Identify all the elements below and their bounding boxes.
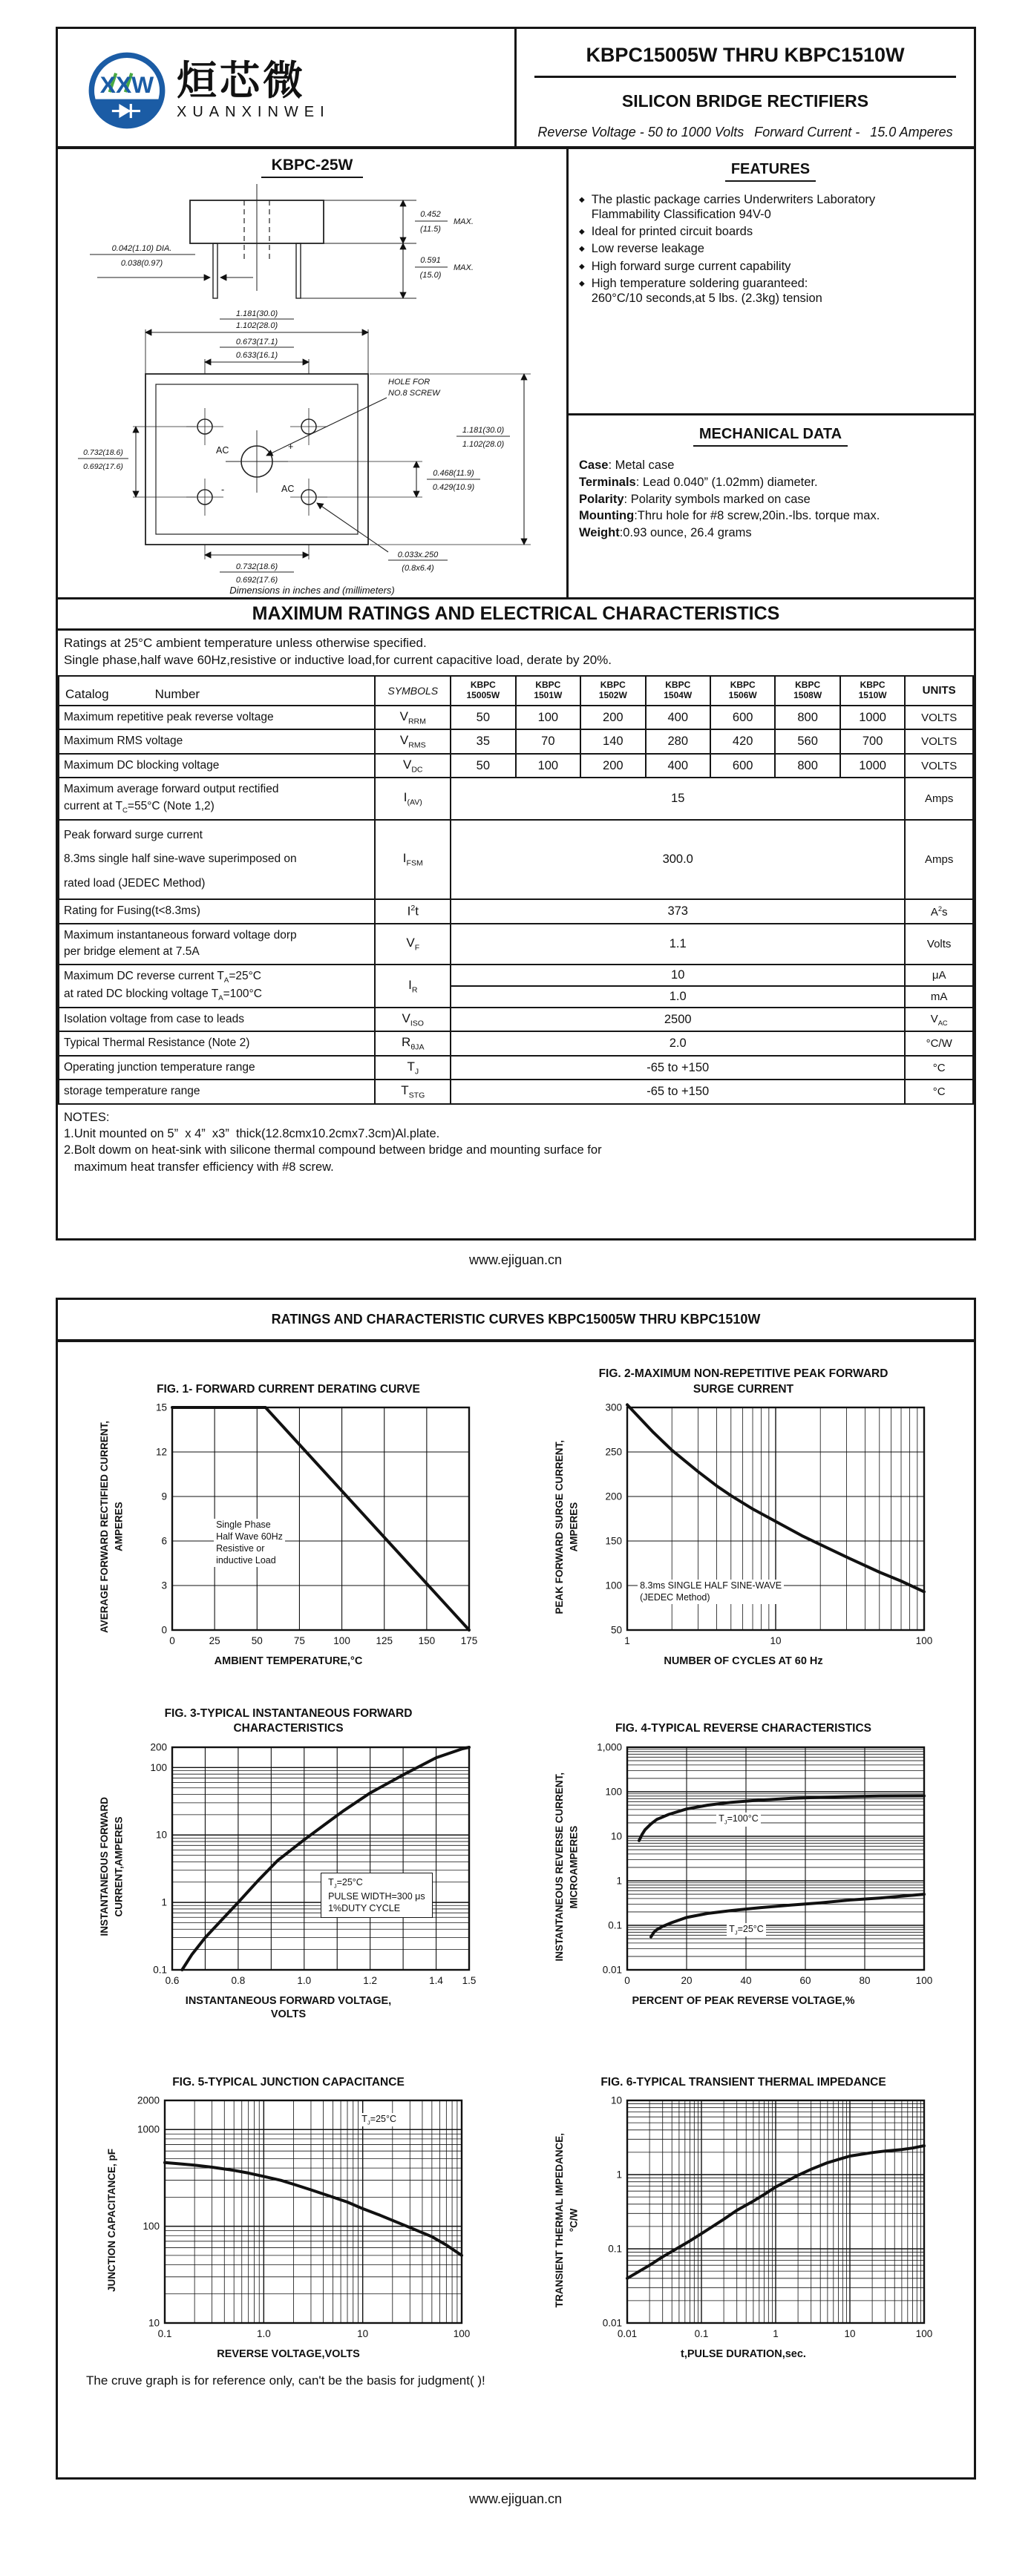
chart-annotation: $T_J=25^\circ C$ PULSE WIDTH=300 μs 1%DUTY CYCLE <box>321 1873 433 1918</box>
terminal-label-plus: + <box>287 441 293 452</box>
col-header-catalog: Catalog Number <box>59 676 375 706</box>
col-header-symbols: SYMBOLS <box>375 676 451 706</box>
hole-label-line1: HOLE FOR <box>387 378 430 387</box>
tick-label: 1 <box>624 1634 630 1646</box>
x-axis-label: INSTANTANEOUS FORWARD VOLTAGE, VOLTS <box>185 1994 392 2021</box>
rating-value: 300.0 <box>451 820 905 900</box>
tick-label: 100 <box>605 1786 623 1798</box>
dim-center-offset-mm: 0.429(10.9) <box>432 483 474 492</box>
dim-lead-length-max: MAX. <box>453 263 474 272</box>
terminal-label-ac-bottom: AC <box>281 484 294 494</box>
tick-label: 100 <box>605 1580 623 1591</box>
tick-label: 1,000 <box>597 1741 623 1753</box>
table-row <box>59 778 973 819</box>
dim-slot-in: 0.033x.250 <box>397 551 438 559</box>
rating-value: -65 to +150 <box>451 1080 905 1103</box>
tick-label: 300 <box>605 1402 623 1413</box>
y-axis-label: JUNCTION CAPACITANCE, pF <box>105 2149 117 2293</box>
y-axis-label: AVERAGE FORWARD RECTIFIED CURRENT, AMPERES <box>98 1421 125 1634</box>
y-axis-label: PEAK FORWARD SURGE CURRENT, AMPERES <box>553 1439 580 1614</box>
tick-label: 1 <box>161 1896 168 1908</box>
rating-value: 70 <box>516 729 580 753</box>
notes-block <box>58 1105 974 1238</box>
mechanical-row: Mounting:Thru hole for #8 screw,20in.-lbs. torque max. <box>579 509 880 523</box>
hole-label-line2: NO.8 SCREW <box>387 389 440 398</box>
ratings-note-2: Single phase,half wave 60Hz,resistive or inductive load,for current capacitive load, derate by 20%. <box>64 652 612 667</box>
chart-canvas <box>581 2094 935 2342</box>
feature-item: ◆ High temperature soldering guaranteed: 260°C/10 seconds,at 5 lbs. (2.3kg) tension <box>579 276 822 305</box>
dim-left-in: 0.732(18.6) <box>82 448 123 457</box>
chart-annotation: $T_J=100^\circ C$ <box>716 1813 761 1827</box>
rating-value: -65 to +150 <box>451 1056 905 1080</box>
table-row <box>59 729 973 753</box>
figure-4 <box>516 1704 971 2023</box>
curves-header: RATINGS AND CHARACTERISTIC CURVES KBPC15005W THRU KBPC1510W <box>58 1300 974 1342</box>
unit: VOLTS <box>905 729 973 753</box>
tick-label: 0 <box>624 1974 630 1986</box>
figure-title: FIG. 2-MAXIMUM NON-REPETITIVE PEAK FORWARD SURGE CURRENT <box>598 1367 888 1396</box>
tick-label: 1.2 <box>363 1974 378 1986</box>
tick-label: 150 <box>418 1634 436 1646</box>
parameter-name: Maximum repetitive peak reverse voltage <box>59 706 375 729</box>
unit: Amps <box>905 778 973 819</box>
figure-title: FIG. 4-TYPICAL REVERSE CHARACTERISTICS <box>615 1722 872 1735</box>
unit: Amps <box>905 820 973 900</box>
parameter-name: Maximum instantaneous forward voltage dorp per bridge element at 7.5A <box>59 924 375 965</box>
figures-grid <box>58 1342 974 2366</box>
symbol: $V_F$ <box>375 924 451 965</box>
rating-value: 140 <box>580 729 645 753</box>
col-header-part: KBPC 1504W <box>646 676 710 706</box>
parameter-name: Operating junction temperature range <box>59 1056 375 1080</box>
dim-right-height-in: 1.181(30.0) <box>462 426 504 435</box>
brand-logo <box>88 51 166 130</box>
unit: Volts <box>905 924 973 965</box>
table-header-row <box>59 676 973 706</box>
table-row <box>59 899 973 923</box>
parameter-name: Isolation voltage from case to leads <box>59 1008 375 1031</box>
ratings-header: MAXIMUM RATINGS AND ELECTRICAL CHARACTERISTICS <box>58 597 974 631</box>
col-header-part: KBPC 1510W <box>840 676 905 706</box>
rating-value: 1.1 <box>451 924 905 965</box>
y-axis-label: INSTANTANEOUS FORWARD CURRENT,AMPERES <box>98 1797 125 1936</box>
table-row <box>59 965 973 986</box>
tick-label: 1.4 <box>429 1974 444 1986</box>
data-series-1 <box>182 1747 469 1970</box>
tick-label: 100 <box>915 2328 933 2340</box>
parameter-name: Maximum RMS voltage <box>59 729 375 753</box>
tick-label: 10 <box>148 2317 160 2329</box>
tick-label: 0.8 <box>231 1974 246 1986</box>
rating-value: 2.0 <box>451 1031 905 1055</box>
table-row <box>59 1080 973 1103</box>
figure-title: FIG. 1- FORWARD CURRENT DERATING CURVE <box>157 1382 420 1396</box>
symbol: $R_{\theta JA}$ <box>375 1031 451 1055</box>
document-header <box>58 29 974 149</box>
rating-value: 50 <box>451 706 516 729</box>
tick-label: 0.1 <box>608 2243 623 2255</box>
symbol: $I_{(AV)}$ <box>375 778 451 819</box>
figure-3 <box>61 1704 516 2023</box>
mechanical-box <box>569 413 974 597</box>
plot-area <box>126 1402 480 1653</box>
x-axis-label: t,PULSE DURATION,sec. <box>681 2348 806 2361</box>
tick-label: 0.01 <box>602 1964 623 1976</box>
figure-2 <box>516 1364 971 1669</box>
dim-center-offset-in: 0.468(11.9) <box>432 469 474 478</box>
figure-5 <box>61 2057 516 2362</box>
tick-label: 0.1 <box>608 1919 623 1931</box>
tick-label: 100 <box>150 1761 168 1773</box>
xxw-monogram: XXW <box>99 71 154 99</box>
brand-name-en: XUANXINWEI <box>177 103 330 120</box>
rating-value: 2500 <box>451 1008 905 1031</box>
rating-value: 1.0 <box>451 986 905 1008</box>
tick-label: 100 <box>143 2221 160 2232</box>
datasheet-page-1 <box>56 27 976 1241</box>
tick-label: 50 <box>251 1634 263 1646</box>
data-series-2 <box>651 1894 924 1937</box>
tagline-forward-current-value: 15.0 Amperes <box>870 125 953 139</box>
symbol: $V_{DC}$ <box>375 754 451 778</box>
unit: mA <box>905 986 973 1008</box>
dim-bottom-in: 0.732(18.6) <box>235 562 278 571</box>
tick-label: 10 <box>611 1830 623 1842</box>
table-row <box>59 924 973 965</box>
table-row <box>59 1031 973 1055</box>
chart-canvas <box>119 2094 472 2342</box>
chart-canvas <box>126 1741 480 1989</box>
unit: °C <box>905 1056 973 1080</box>
symbol: $V_{ISO}$ <box>375 1008 451 1031</box>
parameter-name: Typical Thermal Resistance (Note 2) <box>59 1031 375 1055</box>
diamond-bullet-icon: ◆ <box>579 196 585 204</box>
tick-label: 10 <box>844 2328 856 2340</box>
unit: $A^2s$ <box>905 899 973 923</box>
features-box <box>569 149 974 413</box>
unit: °C <box>905 1080 973 1103</box>
figure-title: FIG. 3-TYPICAL INSTANTANEOUS FORWARD CHARACTERISTICS <box>164 1707 413 1735</box>
rating-value: 600 <box>710 706 775 729</box>
tick-label: 100 <box>333 1634 350 1646</box>
tick-label: 3 <box>161 1580 168 1591</box>
x-axis-label: REVERSE VOLTAGE,VOLTS <box>217 2348 360 2361</box>
tick-label: 15 <box>156 1402 168 1413</box>
rating-value: 373 <box>451 899 905 923</box>
chart-canvas <box>581 1402 935 1649</box>
brand-name-cn: 烜芯微 <box>177 58 306 103</box>
chart-canvas <box>126 1402 480 1649</box>
table-row <box>59 706 973 729</box>
figure-1 <box>61 1364 516 1669</box>
ratings-conditions <box>58 631 974 675</box>
x-axis-label: NUMBER OF CYCLES AT 60 Hz <box>664 1655 823 1667</box>
tick-label: 80 <box>859 1974 871 1986</box>
tick-label: 100 <box>915 1634 933 1646</box>
dim-lead-length-in: 0.591 <box>419 256 441 265</box>
top-content <box>58 149 974 597</box>
terminal-label-ac-top: AC <box>215 445 229 456</box>
parameter-name: storage temperature range <box>59 1080 375 1103</box>
symbol: $T_{STG}$ <box>375 1080 451 1103</box>
tick-label: 1 <box>773 2328 779 2340</box>
y-axis-label: TRANSIENT THERMAL IMPEDANCE, °C/W <box>553 2133 580 2308</box>
package-drawing-section <box>58 149 569 597</box>
col-header-part: KBPC 1501W <box>516 676 580 706</box>
tick-label: 9 <box>161 1491 168 1502</box>
figure-6 <box>516 2057 971 2362</box>
rating-value: 420 <box>710 729 775 753</box>
plot-area <box>126 1741 480 1993</box>
dim-lead-length-mm: (15.0) <box>419 271 441 280</box>
mechanical-title: MECHANICAL DATA <box>693 426 848 447</box>
rating-value: 600 <box>710 754 775 778</box>
package-drawing <box>68 180 557 584</box>
datasheet-page-2 <box>56 1298 976 2480</box>
tick-label: 25 <box>209 1634 220 1646</box>
tick-label: 1.5 <box>462 1974 477 1986</box>
dim-left-mm: 0.692(17.6) <box>82 462 123 471</box>
diamond-bullet-icon: ◆ <box>579 279 585 288</box>
tick-label: 50 <box>611 1624 623 1636</box>
tick-label: 1000 <box>137 2123 160 2135</box>
tick-label: 100 <box>915 1974 933 1986</box>
plot-area <box>119 2094 472 2346</box>
feature-item: ◆ High forward surge current capability <box>579 259 791 273</box>
rating-value: 800 <box>775 706 839 729</box>
col-header-part: KBPC 1506W <box>710 676 775 706</box>
page-title: KBPC15005W THRU KBPC1510W <box>534 44 956 78</box>
figure-title: FIG. 5-TYPICAL JUNCTION CAPACITANCE <box>172 2076 405 2089</box>
data-series-1 <box>639 1795 924 1840</box>
rating-value: 1000 <box>840 706 905 729</box>
doc-subtitle: SILICON BRIDGE RECTIFIERS <box>621 91 869 111</box>
ratings-table <box>58 675 974 1105</box>
tick-label: 10 <box>357 2328 369 2340</box>
note-line: 1.Unit mounted on 5” x 4” x3” thick(12.8cmx10.2cmx7.3cm)Al.plate. <box>64 1126 440 1140</box>
symbol: $V_{RMS}$ <box>375 729 451 753</box>
dim-width-outer-mm: 1.102(28.0) <box>235 321 278 330</box>
unit: $V_{AC}$ <box>905 1008 973 1031</box>
tick-label: 0.1 <box>153 1964 168 1976</box>
tick-label: 10 <box>611 2094 623 2106</box>
package-caption: Dimensions in inches and (millimeters) <box>229 585 395 596</box>
tick-label: 100 <box>454 2328 471 2340</box>
dim-body-height-mm: (11.5) <box>419 225 441 234</box>
tick-label: 20 <box>681 1974 693 1986</box>
tick-label: 0.6 <box>165 1974 180 1986</box>
dim-lead-dia-in: 0.042(1.10) DIA. <box>111 244 171 253</box>
feature-item: ◆ Low reverse leakage <box>579 242 704 256</box>
note-line: maximum heat transfer efficiency with #8 screw. <box>64 1160 334 1174</box>
rating-value: 560 <box>775 729 839 753</box>
tick-label: 12 <box>156 1446 168 1458</box>
tick-label: 0 <box>169 1634 175 1646</box>
diamond-bullet-icon: ◆ <box>579 228 585 237</box>
col-header-part: KBPC 15005W <box>451 676 516 706</box>
chart-annotation: $T_J=25^\circ C$ <box>727 1923 766 1937</box>
feature-item: ◆ Ideal for printed circuit boards <box>579 225 753 239</box>
chart-annotation: 8.3ms SINGLE HALF SINE-WAVE (JEDEC Method) <box>638 1580 784 1604</box>
tick-label: 0.1 <box>694 2328 709 2340</box>
symbol: $V_{RRM}$ <box>375 706 451 729</box>
dim-bottom-mm: 0.692(17.6) <box>235 576 278 584</box>
tick-label: 175 <box>460 1634 478 1646</box>
rating-value: 1000 <box>840 754 905 778</box>
col-header-part: KBPC 1502W <box>580 676 645 706</box>
mechanical-list <box>579 457 962 542</box>
plot-area <box>581 1741 935 1993</box>
tick-label: 10 <box>770 1634 782 1646</box>
unit: μA <box>905 965 973 986</box>
features-title: FEATURES <box>725 161 816 182</box>
y-axis-label: INSTANTANEOUS REVERSE CURRENT, MICROAMPERES <box>553 1772 580 1962</box>
dim-body-height-max: MAX. <box>453 217 474 226</box>
features-mechanical-section <box>569 149 974 597</box>
tick-label: 40 <box>740 1974 752 1986</box>
title-block <box>517 29 974 146</box>
rating-value: 50 <box>451 754 516 778</box>
dim-width-inner-mm: 0.633(16.1) <box>235 351 278 360</box>
rating-value: 100 <box>516 706 580 729</box>
rating-value: 10 <box>451 965 905 986</box>
tick-label: 200 <box>150 1741 168 1753</box>
symbol: $I_R$ <box>375 965 451 1008</box>
website-url: www.ejiguan.cn <box>468 1252 563 1267</box>
x-axis-label: AMBIENT TEMPERATURE,°C <box>214 1655 363 1667</box>
note-line: 2.Bolt dowm on heat-sink with silicone thermal compound between bridge and mounting surface for <box>64 1143 602 1157</box>
mechanical-row: Case: Metal case <box>579 459 675 472</box>
rating-value: 200 <box>580 754 645 778</box>
tagline-forward-current: Forward Current - <box>754 125 860 139</box>
tagline-reverse-voltage: Reverse Voltage - 50 to 1000 Volts <box>537 125 744 139</box>
features-list <box>579 192 962 306</box>
tick-label: 150 <box>605 1535 623 1547</box>
tick-label: 75 <box>293 1634 306 1646</box>
rating-value: 200 <box>580 706 645 729</box>
mechanical-row: Weight:0.93 ounce, 26.4 grams <box>579 526 752 540</box>
tick-label: 200 <box>605 1491 623 1502</box>
rating-value: 800 <box>775 754 839 778</box>
package-name: KBPC-25W <box>261 157 364 178</box>
tick-label: 1 <box>616 2169 623 2181</box>
chart-annotation: $T_J=25^\circ C$ <box>359 2113 399 2127</box>
mechanical-row: Polarity: Polarity symbols marked on case <box>579 492 811 506</box>
website-url-2: www.ejiguan.cn <box>468 2491 563 2507</box>
rating-value: 15 <box>451 778 905 819</box>
table-row <box>59 754 973 778</box>
figure-title: FIG. 6-TYPICAL TRANSIENT THERMAL IMPEDANCE <box>600 2076 886 2089</box>
tick-label: 0 <box>161 1624 168 1636</box>
tick-label: 0.1 <box>157 2328 172 2340</box>
tick-label: 250 <box>605 1446 623 1458</box>
col-header-part: KBPC 1508W <box>775 676 839 706</box>
tick-label: 1 <box>616 1875 623 1887</box>
terminal-label-minus: - <box>220 484 224 495</box>
table-row <box>59 1008 973 1031</box>
dim-body-height-in: 0.452 <box>419 210 441 219</box>
rating-value: 400 <box>646 754 710 778</box>
tick-label: 6 <box>161 1535 168 1547</box>
ratings-note-1: Ratings at 25°C ambient temperature unless otherwise specified. <box>64 636 427 650</box>
tick-label: 1.0 <box>297 1974 312 1986</box>
table-row <box>59 820 973 900</box>
parameter-name: Peak forward surge current 8.3ms single half sine-wave superimposed on rated load (JEDEC Method) <box>59 820 375 900</box>
parameter-name: Rating for Fusing(t<8.3ms) <box>59 899 375 923</box>
curves-disclaimer: The cruve graph is for reference only, can't be the basis for judgment( )! <box>86 2373 485 2388</box>
rating-value: 35 <box>451 729 516 753</box>
tick-label: 2000 <box>137 2094 160 2106</box>
notes-title: NOTES: <box>64 1110 110 1124</box>
dim-slot-mm: (0.8x6.4) <box>401 564 434 573</box>
symbol: $T_J$ <box>375 1056 451 1080</box>
col-header-units: UNITS <box>905 676 973 706</box>
tick-label: 60 <box>799 1974 811 1986</box>
unit: °C/W <box>905 1031 973 1055</box>
tick-label: 125 <box>376 1634 393 1646</box>
chart-annotation: Single Phase Half Wave 60Hz Resistive or inductive Load <box>214 1519 285 1567</box>
parameter-name: Maximum DC reverse current $T_A=25^\circ C$ at rated DC blocking voltage $T_A=100^\circ C$ <box>59 965 375 1008</box>
diamond-bullet-icon: ◆ <box>579 245 585 254</box>
tick-label: 10 <box>156 1829 168 1841</box>
tick-label: 0.01 <box>602 2317 623 2329</box>
mechanical-row: Terminals: Lead 0.040” (1.02mm) diameter. <box>579 475 818 489</box>
dim-right-height-mm: 1.102(28.0) <box>462 440 504 449</box>
feature-item: ◆ The plastic package carries Underwriters Laboratory Flammability Classification 94V-0 <box>579 193 876 222</box>
unit: VOLTS <box>905 706 973 729</box>
parameter-name: Maximum average forward output rectified current at $T_C=55^\circ C$ (Note 1,2) <box>59 778 375 819</box>
unit: VOLTS <box>905 754 973 778</box>
table-row <box>59 1056 973 1080</box>
rating-value: 280 <box>646 729 710 753</box>
plot-area <box>581 1402 935 1653</box>
symbol: $I^2t$ <box>375 899 451 923</box>
doc-tagline <box>534 125 956 140</box>
diamond-bullet-icon: ◆ <box>579 262 585 271</box>
parameter-name: Maximum DC blocking voltage <box>59 754 375 778</box>
tick-label: 1.0 <box>257 2328 272 2340</box>
rating-value: 400 <box>646 706 710 729</box>
x-axis-label: PERCENT OF PEAK REVERSE VOLTAGE,% <box>632 1994 855 2007</box>
symbol: $I_{FSM}$ <box>375 820 451 900</box>
rating-value: 700 <box>840 729 905 753</box>
chart-canvas <box>581 1741 935 1989</box>
plot-area <box>581 2094 935 2346</box>
dim-width-inner-in: 0.673(17.1) <box>235 338 278 346</box>
dim-lead-dia-mm: 0.038(0.97) <box>120 259 163 268</box>
tick-label: 0.01 <box>617 2328 638 2340</box>
brand-block <box>58 29 517 146</box>
dim-width-outer-in: 1.181(30.0) <box>235 309 278 318</box>
rating-value: 100 <box>516 754 580 778</box>
